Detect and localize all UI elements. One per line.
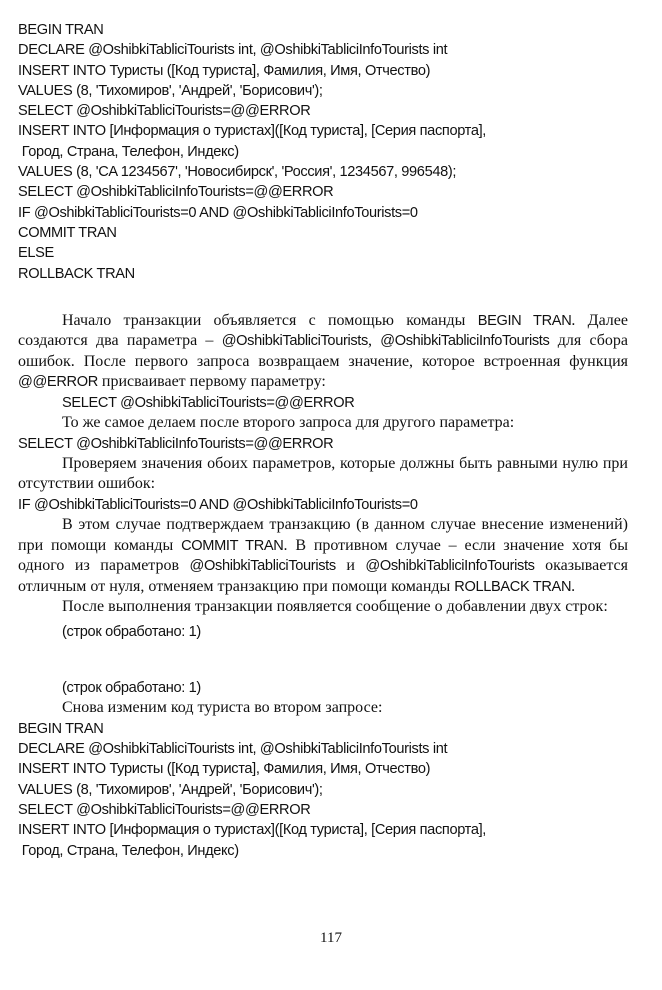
paragraph-check-params: Проверяем значения обоих параметров, которые должны быть равными нулю при отсутствии ошибок:: [18, 454, 628, 493]
code-line: Город, Страна, Телефон, Индекс): [18, 842, 239, 859]
code-line: SELECT @OshibkiTabliciTourists=@@ERROR: [18, 802, 311, 819]
code-line: ROLLBACK TRAN: [18, 265, 135, 282]
rows-affected-message-2: (строк обработано: 1): [62, 680, 201, 697]
code-line: BEGIN TRAN: [18, 22, 104, 38]
code-block-1: [18, 20, 628, 284]
rows-affected-message-1: (строк обработано: 1): [62, 623, 201, 640]
paragraph-commit-rollback: В этом случае подтверждаем транзакцию (в данном случае внесение изменений) при помощи команды COMMIT TRAN. В противном случае – если значение хотя бы одного из параметров @OshibkiTabliciTourists и @OshibkiTabliciInfoTourists оказывается отличным от нуля, отменяем транзакцию при помощи команды ROLLBACK TRAN.: [18, 516, 629, 595]
code-line: DECLARE @OshibkiTabliciTourists int, @OshibkiTabliciInfoTourists int: [18, 42, 448, 59]
code-line: INSERT INTO [Информация о туристах]([Код туриста], [Серия паспорта],: [18, 822, 486, 839]
paragraph-change-code: Снова изменим код туриста во втором запросе:: [62, 699, 383, 717]
inline-code-2: SELECT @OshibkiTabliciInfoTourists=@@ERROR: [18, 435, 334, 452]
code-line: SELECT @OshibkiTabliciInfoTourists=@@ERROR: [18, 184, 334, 201]
code-line: DECLARE @OshibkiTabliciTourists int, @OshibkiTabliciInfoTourists int: [18, 741, 448, 758]
paragraph-result-message: После выполнения транзакции появляется сообщение о добавлении двух строк:: [62, 598, 608, 616]
paragraph-second-query: То же самое делаем после второго запроса для другого параметра:: [62, 414, 515, 432]
code-line: COMMIT TRAN: [18, 224, 117, 241]
code-line: INSERT INTO Туристы ([Код туриста], Фамилия, Имя, Отчество): [18, 62, 431, 79]
code-line: BEGIN TRAN: [18, 720, 104, 737]
code-line: SELECT @OshibkiTabliciTourists=@@ERROR: [18, 103, 311, 120]
code-line: ELSE: [18, 245, 54, 262]
code-line: INSERT INTO [Информация о туристах]([Код туриста], [Серия паспорта],: [18, 123, 486, 140]
page-body: [18, 20, 628, 861]
code-block-2: [18, 719, 628, 861]
code-line: VALUES (8, 'Тихомиров', 'Андрей', 'Борисович');: [18, 781, 323, 798]
code-line: VALUES (8, 'CA 1234567', 'Новосибирск', 'Россия', 1234567, 996548);: [18, 164, 457, 181]
page-number: 117: [320, 930, 342, 946]
code-line: Город, Страна, Телефон, Индекс): [18, 143, 239, 160]
inline-code-3: IF @OshibkiTabliciTourists=0 AND @OshibkiTabliciInfoTourists=0: [18, 496, 418, 513]
code-line: INSERT INTO Туристы ([Код туриста], Фамилия, Имя, Отчество): [18, 761, 431, 778]
code-line: IF @OshibkiTabliciTourists=0 AND @OshibkiTabliciInfoTourists=0: [18, 204, 418, 221]
paragraph-transaction-intro: Начало транзакции объявляется с помощью команды BEGIN TRAN. Далее создаются два параметра – @OshibkiTabliciTourists, @OshibkiTabliciInfoTourists для сбора ошибок. После первого запроса возвращаем значение, которое встроенная функция @@ERROR присваивает первому параметру:: [18, 311, 628, 391]
inline-code-1: SELECT @OshibkiTabliciTourists=@@ERROR: [62, 394, 355, 411]
code-line: VALUES (8, 'Тихомиров', 'Андрей', 'Борисович');: [18, 82, 323, 99]
